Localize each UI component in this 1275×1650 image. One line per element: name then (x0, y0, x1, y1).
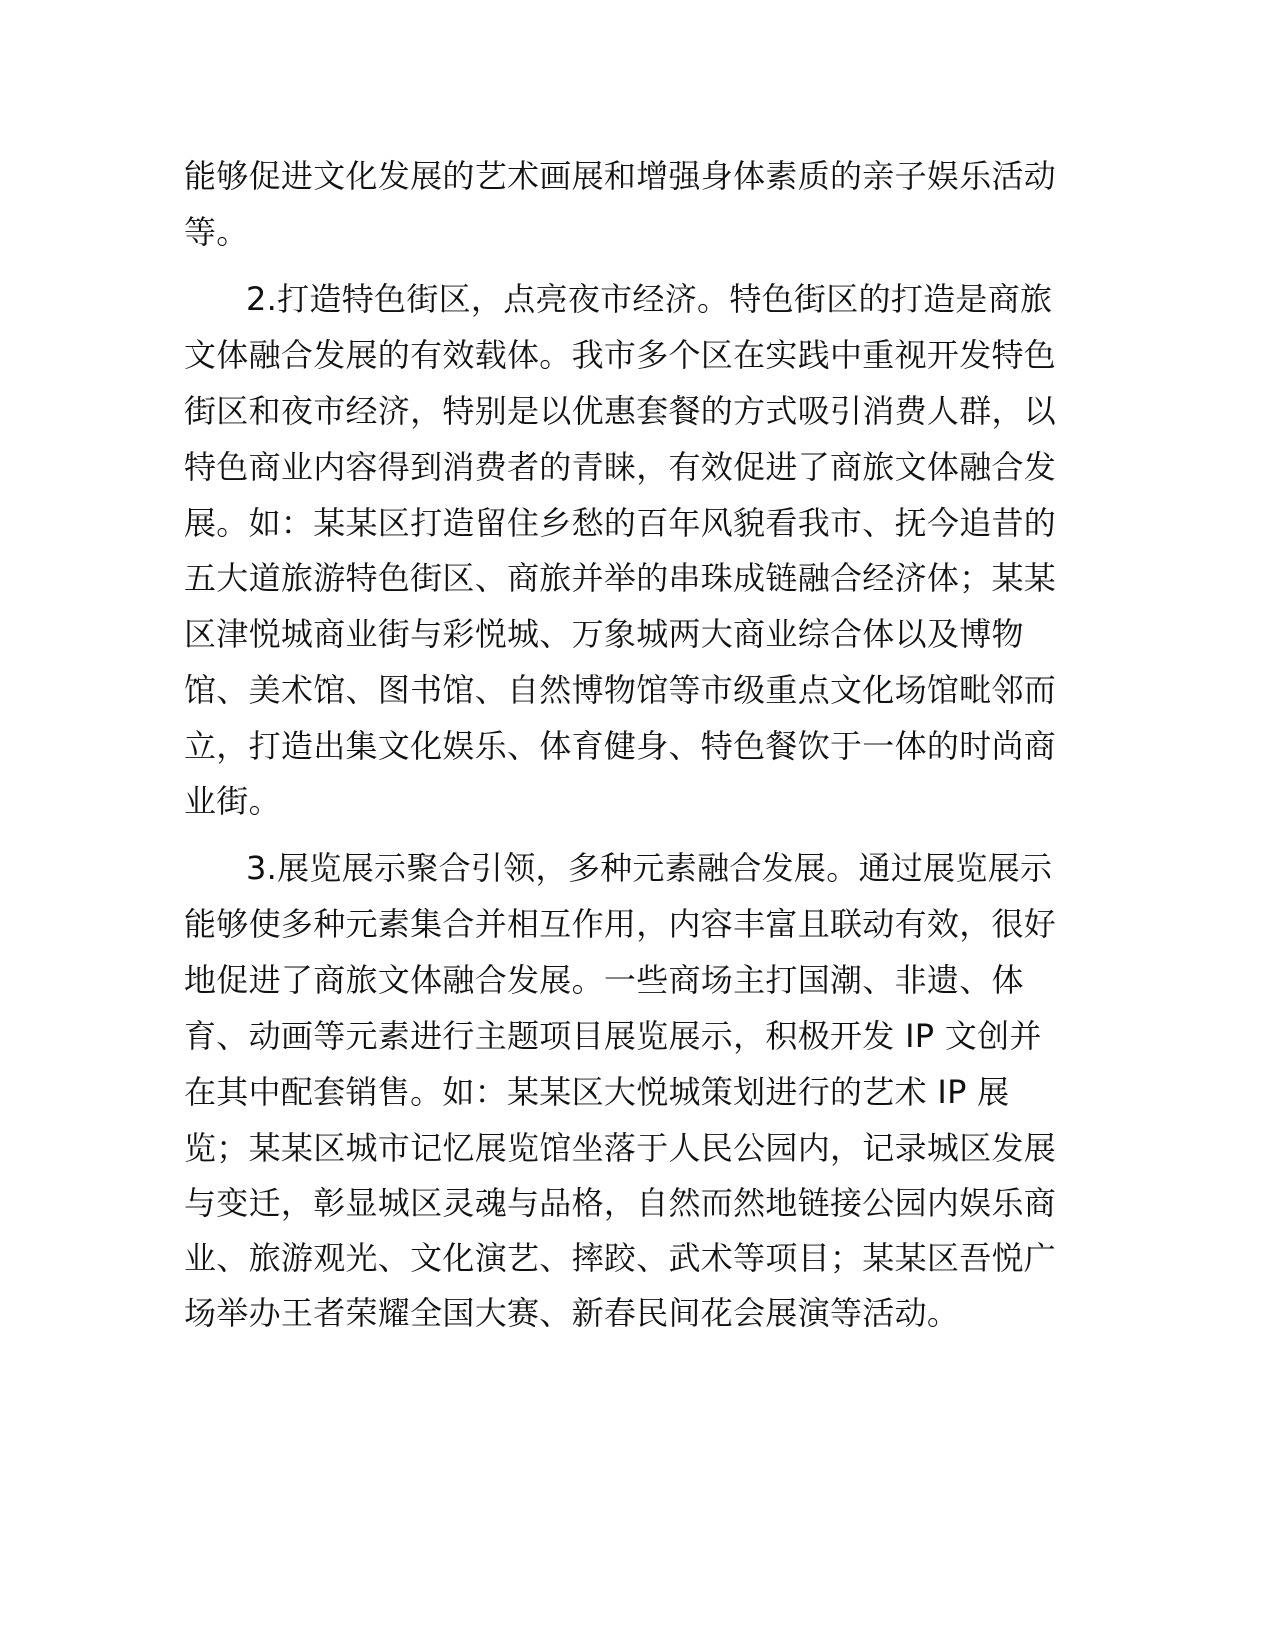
paragraph-1-line-2: 等。 (184, 213, 249, 251)
paragraph-3-line-5: 在其中配套销售。如：某某区大悦城策划进行的艺术 IP 展 (184, 1073, 1010, 1111)
paragraph-2-line-7: 区津悦城商业街与彩悦城、万象城两大商业综合体以及博物 (184, 615, 1024, 653)
paragraph-2-line-2: 文体融合发展的有效载体。我市多个区在实践中重视开发特色 (184, 336, 1057, 374)
paragraph-2-line-5: 展。如：某某区打造留住乡愁的百年风貌看我市、抚今追昔的 (184, 504, 1057, 542)
paragraph-3-line-7: 与变迁，彰显城区灵魂与品格，自然而然地链接公园内娱乐商 (184, 1184, 1057, 1222)
paragraph-3-line-8: 业、旅游观光、文化演艺、摔跤、武术等项目；某某区吾悦广 (184, 1239, 1057, 1277)
paragraph-2-line-9: 立，打造出集文化娱乐、体育健身、特色餐饮于一体的时尚商 (184, 727, 1057, 765)
paragraph-2-line-6: 五大道旅游特色街区、商旅并举的串珠成链融合经济体；某某 (184, 559, 1057, 597)
paragraph-2-line-3: 街区和夜市经济，特别是以优惠套餐的方式吸引消费人群，以 (184, 392, 1057, 430)
paragraph-3-line-1: 3.展览展示聚合引领，多种元素融合发展。通过展览展示 (246, 849, 1053, 887)
paragraph-2-line-1: 2.打造特色街区，点亮夜市经济。特色街区的打造是商旅 (246, 280, 1053, 318)
paragraph-3-line-3: 地促进了商旅文体融合发展。一些商场主打国潮、非遗、体 (184, 961, 1024, 999)
paragraph-3-line-4: 育、动画等元素进行主题项目展览展示，积极开发 IP 文创并 (184, 1017, 1042, 1055)
paragraph-3-line-2: 能够使多种元素集合并相互作用，内容丰富且联动有效，很好 (184, 905, 1057, 943)
paragraph-2-line-8: 馆、美术馆、图书馆、自然博物馆等市级重点文化场馆毗邻而 (184, 671, 1057, 709)
paragraph-2-line-4: 特色商业内容得到消费者的青睐，有效促进了商旅文体融合发 (184, 448, 1057, 486)
paragraph-2-line-10: 业街。 (184, 782, 281, 820)
paragraph-1-line-1: 能够促进文化发展的艺术画展和增强身体素质的亲子娱乐活动 (184, 157, 1057, 195)
paragraph-3-line-9: 场举办王者荣耀全国大赛、新春民间花会展演等活动。 (184, 1294, 960, 1332)
paragraph-3-line-6: 览；某某区城市记忆展览馆坐落于人民公园内，记录城区发展 (184, 1129, 1057, 1167)
